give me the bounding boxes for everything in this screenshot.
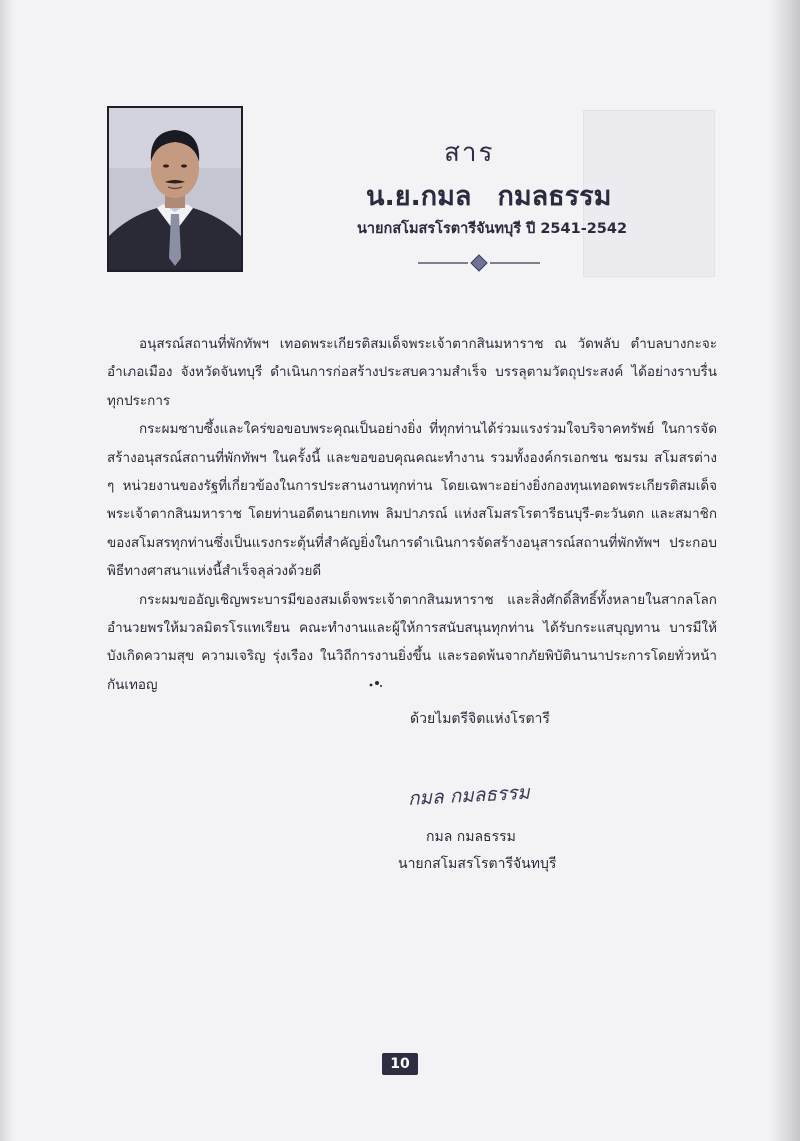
page-left-shadow [0,0,14,1141]
signer-title: นายกสโมสรโรตารีจันทบุรี [398,856,557,872]
portrait-illustration [109,108,241,270]
letter-paragraph [107,330,717,415]
letter-paragraph [107,586,717,700]
page-right-edge [770,0,800,1141]
signer-name: กมล กมลธรรม [426,829,516,845]
document-title: สาร [444,138,495,168]
paragraph-text: กระผมขออัญเชิญพระบารมีของสมเด็จพระเจ้าตากสินมหาราช และสิ่งศักดิ์สิทธิ์ทั้งหลายในสากลโลกอำนวยพรให้มวลมิตรโรแทเรียน คณะทำงานและผู้ให้การสนับสนุนทุกท่าน ได้รับกระแสบุญทาน บารมีให้บังเกิดความสุข ความเจริญ รุ่งเรือง ในวิถีการงานยิ่งขึ้น และรอดพ้นจากภัยพิบัตินานาประการโดยทั่วหน้ากันเทอญ [107,591,717,693]
portrait-photo [107,106,243,272]
letter-paragraph [107,415,717,585]
paragraph-text: อนุสรณ์สถานที่พักทัพฯ เทอดพระเกียรติสมเด็จพระเจ้าตากสินมหาราช ณ วัดพลับ ตำบลบางกะจะ อำเภอเมือง จังหวัดจันทบุรี ดำเนินการก่อสร้างประสบความสำเร็จ บรรลุตามวัตถุประสงค์ ได้อย่างราบรื่นทุกประการ [107,336,717,409]
author-name-last: กมลธรรม [497,181,612,212]
divider-ornament-icon [418,254,540,272]
author-position: นายกสโมสรโรตารีจันทบุรี ปี 2541-2542 [357,221,628,237]
closing-salutation: ด้วยไมตรีจิตแห่งโรตารี [410,711,550,727]
paragraph-text: กระผมซาบซึ้งและใคร่ขอขอบพระคุณเป็นอย่างยิ่ง ที่ทุกท่านได้ร่วมแรงร่วมใจบริจาคทรัพย์ ในการจัดสร้างอนุสรณ์สถานที่พักทัพฯ ในครั้งนี้ และขอขอบคุณคณะทำงาน รวมทั้งองค์กรเอกชน ชมรม สโมสรต่าง ๆ หน่วยงานของรัฐที่เกี่ยวข้องในการประสานงานทุกท่าน โดยเฉพาะอย่างยิ่งกองทุนเทอดพระเกียรติสมเด็จพระเจ้าตากสินมหาราช โดยท่านอดีตนายกเทพ ลิมปาภรณ์ แห่งสโมสรโรตารีธนบุรี-ตะวันตก และสมาชิกของสโมสรทุกท่านซึ่งเป็นแรงกระตุ้นที่สำคัญยิ่งในการดำเนินการจัดสร้างอนุสารณ์สถานที่พักทัพฯ ประกอบพิธีทางศาสนาแห่งนี้สำเร็จลุล่วงด้วยดี [107,421,717,580]
page-number-badge: 10 [382,1053,418,1075]
author-name [366,174,611,217]
handwritten-signature: กมล กมลธรรม [407,781,531,810]
author-name-first: น.ย.กมล [366,181,472,212]
letter-body [107,330,717,699]
ink-speck [368,680,384,688]
